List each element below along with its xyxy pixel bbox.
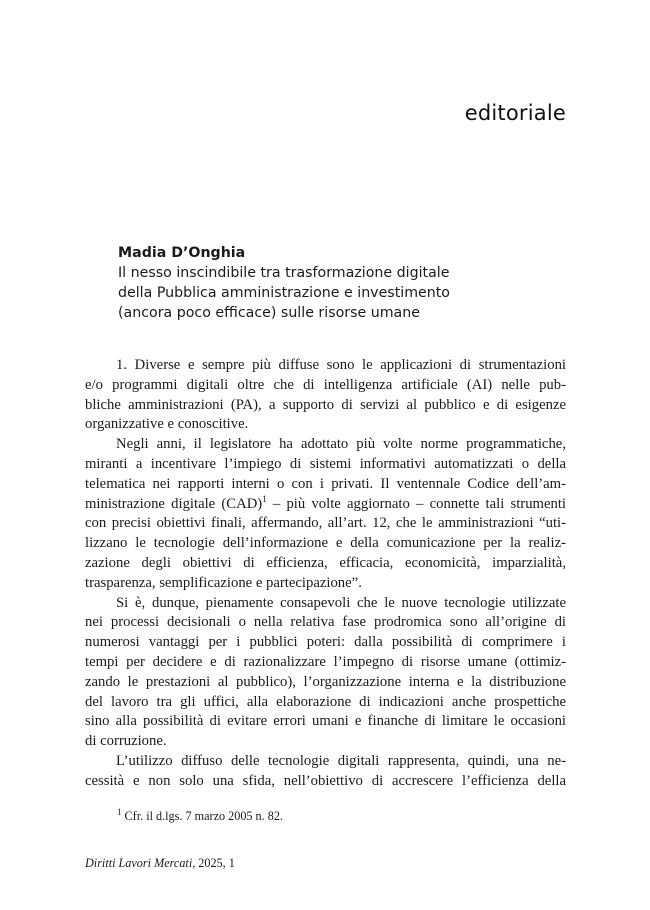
footnote-text: Cfr. il d.lgs. 7 marzo 2005 n. 82. — [121, 809, 283, 823]
body-line: numerosi vantaggi per i pubblici poteri: dalla possibilità di comprimere i — [85, 634, 566, 651]
article-heading — [118, 243, 538, 323]
body-line: bliche amministrazioni (PA), a supporto di servizi al pubblico e di esigenze — [85, 396, 566, 413]
body-line: L’utilizzo diffuso delle tecnologie digitali rappresenta, quindi, una ne- — [116, 752, 566, 769]
article-title-line: Il nesso inscindibile tra trasformazione digitale — [118, 265, 450, 281]
body-line: con precisi obiettivi finali, affermando, all’art. 12, che le amministrazioni “uti- — [85, 515, 566, 532]
body-line: e/o programmi digitali oltre che di intelligenza artificiale (AI) nelle pub- — [85, 376, 566, 393]
body-line: del lavoro tra gli uffici, alla elaborazione di indicazioni anche prospettiche — [85, 693, 566, 710]
body-line: miranti a incentivare l’impiego di sistemi informativi automatizzati o della — [85, 455, 566, 472]
body-line: telematica nei rapporti interni o con i privati. Il ventennale Codice dell’am- — [85, 475, 566, 492]
article-title-line: della Pubblica amministrazione e investimento — [118, 285, 450, 301]
journal-name: Diritti Lavori Mercati — [85, 856, 193, 870]
body-text — [85, 356, 566, 792]
body-line: Si è, dunque, pienamente consapevoli che le nuove tecnologie utilizzate — [116, 594, 566, 611]
body-line-segment: ministrazione digitale (CAD) — [85, 495, 263, 512]
footnote — [117, 806, 283, 824]
body-line: cessità e non solo una sfida, nell’obiettivo di accrescere l’efficienza della — [85, 772, 566, 789]
footnote-mark: 1 — [117, 806, 122, 817]
body-line: organizzative e conoscitive. — [85, 416, 249, 433]
footnote-reference[interactable]: 1 — [262, 493, 267, 504]
section-label: editoriale — [464, 101, 566, 125]
author-name: Madia D’Onghia — [118, 245, 246, 261]
body-line: tempi per decidere e di razionalizzare l’impegno di risorse umane (ottimiz- — [85, 653, 566, 670]
journal-issue: , 2025, 1 — [192, 856, 235, 870]
body-line: lizzano le tecnologie dell’informazione e della comunicazione per la realiz- — [85, 535, 566, 552]
body-line: zazione degli obiettivi di efficienza, efficacia, economicità, imparzialità, — [85, 554, 566, 571]
article-title-line: (ancora poco efficace) sulle risorse umane — [118, 305, 420, 321]
body-line: nei processi decisionali o nella relativa fase prodromica sono all’origine di — [85, 614, 566, 631]
body-line — [85, 495, 566, 515]
running-footer — [85, 856, 235, 871]
body-line: sino alla possibilità di evitare errori umani e finanche di limitare le occasioni — [85, 713, 566, 730]
body-line: Negli anni, il legislatore ha adottato più volte norme programmatiche, — [116, 436, 566, 453]
body-line: zando le prestazioni al pubblico), l’organizzazione interna e la distribuzione — [85, 673, 566, 690]
body-line-segment: – più volte aggiornato – connette tali strumenti — [266, 495, 566, 512]
body-line: di corruzione. — [85, 733, 167, 750]
body-line: 1. Diverse e sempre più diffuse sono le applicazioni di strumentazioni — [116, 357, 566, 373]
body-line: trasparenza, semplificazione e partecipazione”. — [85, 574, 362, 591]
